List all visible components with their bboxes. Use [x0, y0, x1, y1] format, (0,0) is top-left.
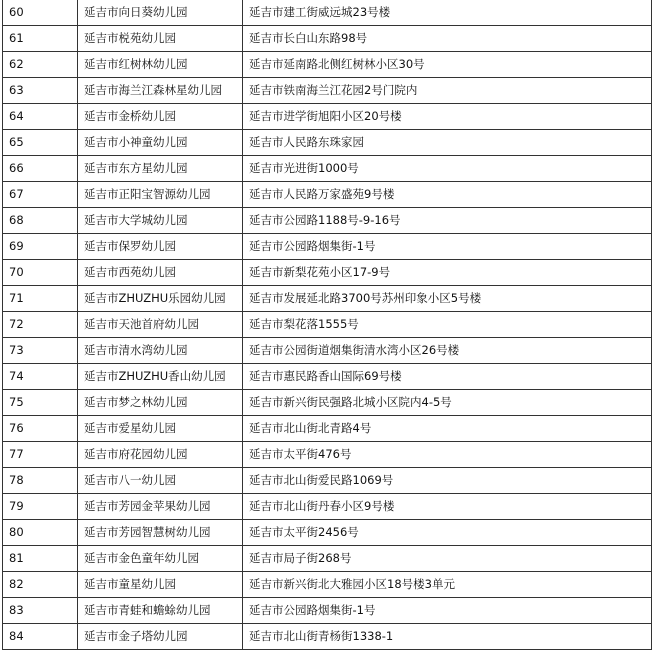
- address-cell: 延吉市公园路1188号-9-16号: [243, 208, 652, 234]
- address-cell: 延吉市建工街威远城23号楼: [243, 0, 652, 26]
- table-row: [3, 182, 652, 208]
- table-row: [3, 624, 652, 650]
- table-row: [3, 338, 652, 364]
- row-number-cell: 66: [3, 156, 78, 182]
- row-number-cell: 75: [3, 390, 78, 416]
- address-cell: 延吉市局子街268号: [243, 546, 652, 572]
- kindergarten-name-cell: 延吉市棁苑幼儿园: [78, 26, 243, 52]
- table-row: [3, 494, 652, 520]
- address-cell: 延吉市北山街丹春小区9号楼: [243, 494, 652, 520]
- table-row: [3, 286, 652, 312]
- table-row: [3, 364, 652, 390]
- table-row: [3, 260, 652, 286]
- address-cell: 延吉市人民路东珠家园: [243, 130, 652, 156]
- kindergarten-name-cell: 延吉市金色童年幼儿园: [78, 546, 243, 572]
- table-row: [3, 312, 652, 338]
- table-row: [3, 52, 652, 78]
- address-cell: 延吉市人民路万家盛苑9号楼: [243, 182, 652, 208]
- row-number-cell: 70: [3, 260, 78, 286]
- row-number-cell: 62: [3, 52, 78, 78]
- kindergarten-name-cell: 延吉市芳园金苹果幼儿园: [78, 494, 243, 520]
- address-cell: 延吉市惠民路香山国际69号楼: [243, 364, 652, 390]
- table-row: [3, 546, 652, 572]
- address-cell: 延吉市公园路烟集街-1号: [243, 234, 652, 260]
- table-row: [3, 520, 652, 546]
- address-cell: 延吉市新兴街北大雅园小区18号楼3单元: [243, 572, 652, 598]
- address-cell: 延吉市北山街青杨街1338-1: [243, 624, 652, 650]
- address-cell: 延吉市长白山东路98号: [243, 26, 652, 52]
- address-cell: 延吉市新梨花苑小区17-9号: [243, 260, 652, 286]
- kindergarten-name-cell: 延吉市海兰江森林星幼儿园: [78, 78, 243, 104]
- table-row: [3, 390, 652, 416]
- row-number-cell: 69: [3, 234, 78, 260]
- table-row: [3, 0, 652, 26]
- row-number-cell: 68: [3, 208, 78, 234]
- kindergarten-table: [2, 0, 652, 650]
- address-cell: 延吉市新兴街民强路北城小区院内4-5号: [243, 390, 652, 416]
- kindergarten-name-cell: 延吉市东方星幼儿园: [78, 156, 243, 182]
- row-number-cell: 72: [3, 312, 78, 338]
- kindergarten-name-cell: 延吉市府花园幼儿园: [78, 442, 243, 468]
- row-number-cell: 76: [3, 416, 78, 442]
- kindergarten-name-cell: 延吉市红树林幼儿园: [78, 52, 243, 78]
- table-row: [3, 208, 652, 234]
- kindergarten-name-cell: 延吉市天池首府幼儿园: [78, 312, 243, 338]
- row-number-cell: 81: [3, 546, 78, 572]
- table-row: [3, 130, 652, 156]
- row-number-cell: 79: [3, 494, 78, 520]
- address-cell: 延吉市光进街1000号: [243, 156, 652, 182]
- kindergarten-name-cell: 延吉市梦之林幼儿园: [78, 390, 243, 416]
- address-cell: 延吉市公园街道烟集街清水湾小区26号楼: [243, 338, 652, 364]
- row-number-cell: 60: [3, 0, 78, 26]
- kindergarten-name-cell: 延吉市正阳宝智源幼儿园: [78, 182, 243, 208]
- table-row: [3, 26, 652, 52]
- row-number-cell: 65: [3, 130, 78, 156]
- row-number-cell: 83: [3, 598, 78, 624]
- table-row: [3, 468, 652, 494]
- row-number-cell: 84: [3, 624, 78, 650]
- row-number-cell: 73: [3, 338, 78, 364]
- table-row: [3, 598, 652, 624]
- kindergarten-name-cell: 延吉市爱星幼儿园: [78, 416, 243, 442]
- row-number-cell: 82: [3, 572, 78, 598]
- row-number-cell: 71: [3, 286, 78, 312]
- address-cell: 延吉市北山街爱民路1069号: [243, 468, 652, 494]
- row-number-cell: 77: [3, 442, 78, 468]
- address-cell: 延吉市北山街北青路4号: [243, 416, 652, 442]
- kindergarten-name-cell: 延吉市保罗幼儿园: [78, 234, 243, 260]
- kindergarten-name-cell: 延吉市ZHUZHU香山幼儿园: [78, 364, 243, 390]
- row-number-cell: 78: [3, 468, 78, 494]
- kindergarten-name-cell: 延吉市小神童幼儿园: [78, 130, 243, 156]
- kindergarten-name-cell: 延吉市金桥幼儿园: [78, 104, 243, 130]
- row-number-cell: 64: [3, 104, 78, 130]
- row-number-cell: 67: [3, 182, 78, 208]
- kindergarten-name-cell: 延吉市向日葵幼儿园: [78, 0, 243, 26]
- address-cell: 延吉市太平街476号: [243, 442, 652, 468]
- row-number-cell: 61: [3, 26, 78, 52]
- kindergarten-name-cell: 延吉市童星幼儿园: [78, 572, 243, 598]
- kindergarten-name-cell: 延吉市金子塔幼儿园: [78, 624, 243, 650]
- address-cell: 延吉市延南路北侧红树林小区30号: [243, 52, 652, 78]
- address-cell: 延吉市梨花落1555号: [243, 312, 652, 338]
- table-row: [3, 104, 652, 130]
- table-body: [3, 0, 652, 650]
- kindergarten-name-cell: 延吉市大学城幼儿园: [78, 208, 243, 234]
- table-row: [3, 156, 652, 182]
- address-cell: 延吉市公园路烟集街-1号: [243, 598, 652, 624]
- kindergarten-name-cell: 延吉市八一幼儿园: [78, 468, 243, 494]
- address-cell: 延吉市铁南海兰江花园2号门院内: [243, 78, 652, 104]
- row-number-cell: 74: [3, 364, 78, 390]
- kindergarten-name-cell: 延吉市清水湾幼儿园: [78, 338, 243, 364]
- table-row: [3, 572, 652, 598]
- kindergarten-name-cell: 延吉市青蛙和蟾蜍幼儿园: [78, 598, 243, 624]
- address-cell: 延吉市太平街2456号: [243, 520, 652, 546]
- table-row: [3, 234, 652, 260]
- row-number-cell: 63: [3, 78, 78, 104]
- table-row: [3, 416, 652, 442]
- kindergarten-name-cell: 延吉市芳园智慧树幼儿园: [78, 520, 243, 546]
- kindergarten-name-cell: 延吉市ZHUZHU乐园幼儿园: [78, 286, 243, 312]
- kindergarten-name-cell: 延吉市西苑幼儿园: [78, 260, 243, 286]
- address-cell: 延吉市进学街旭阳小区20号楼: [243, 104, 652, 130]
- address-cell: 延吉市发展延北路3700号苏州印象小区5号楼: [243, 286, 652, 312]
- table-row: [3, 78, 652, 104]
- row-number-cell: 80: [3, 520, 78, 546]
- table-row: [3, 442, 652, 468]
